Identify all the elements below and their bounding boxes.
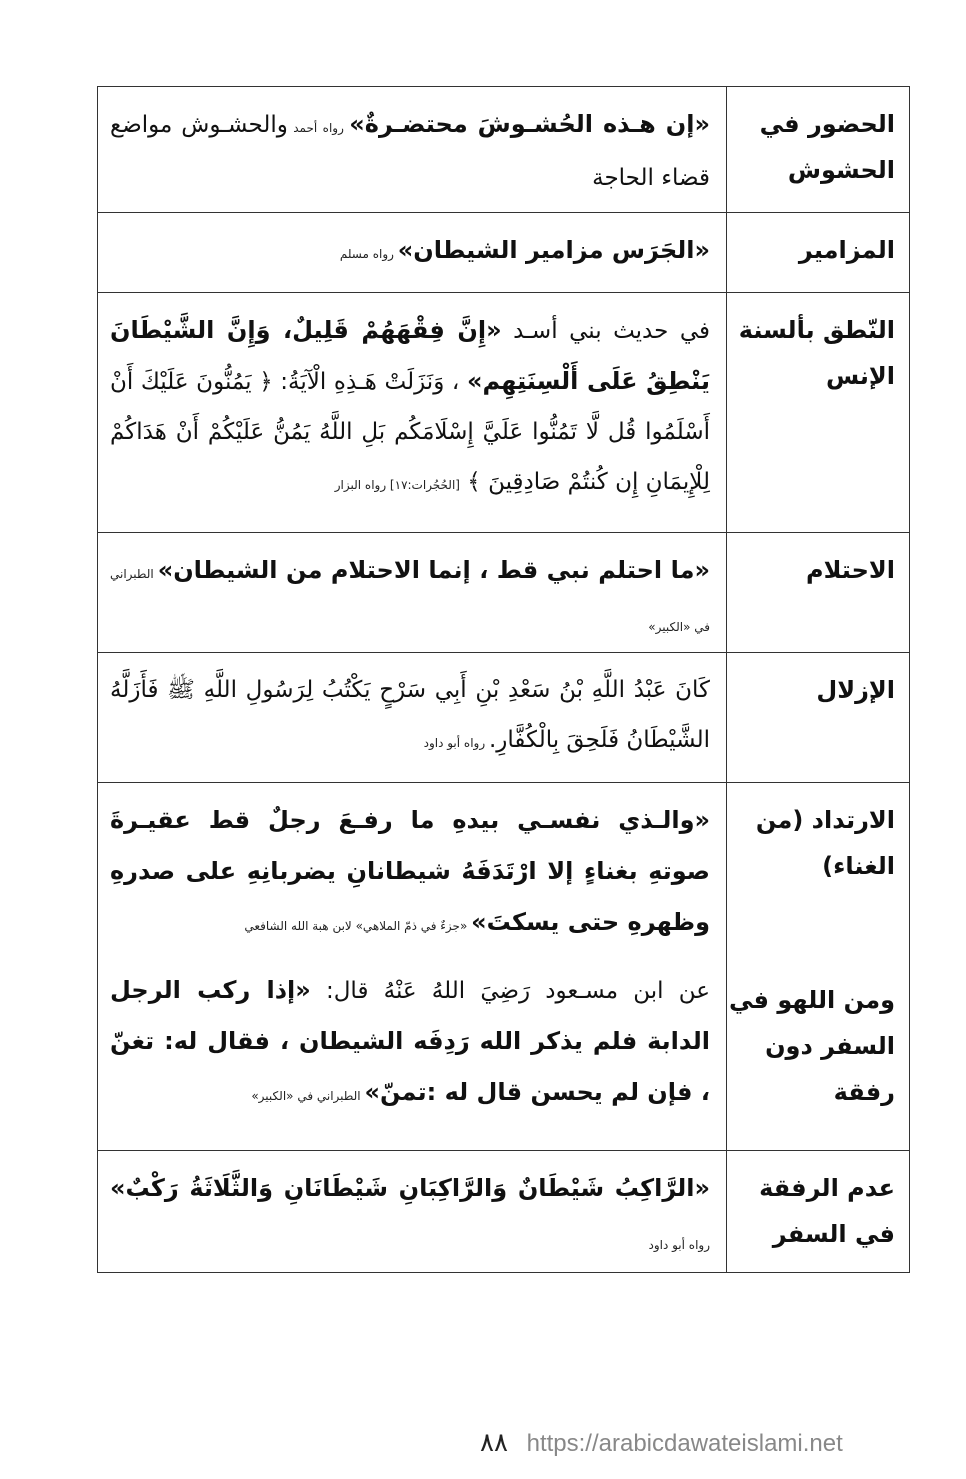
topic-label: الحضور في الحشوش bbox=[759, 110, 895, 184]
content-table bbox=[97, 86, 910, 1273]
topic-cell bbox=[727, 213, 910, 293]
topic-label: عدم الرفقة في السفر bbox=[759, 1174, 895, 1248]
page-footer bbox=[480, 1428, 843, 1458]
table-row bbox=[98, 533, 910, 653]
topic-cell bbox=[727, 533, 910, 653]
evidence-cell bbox=[98, 653, 727, 783]
topic-label: المزامير bbox=[798, 236, 895, 264]
hadith-quote: «الرَّاكِبُ شَيْطَانٌ وَالرَّاكِبَانِ شَيْطَانَانِ وَالثَّلَاثَةُ رَكْبٌ» bbox=[110, 1174, 710, 1202]
table-row bbox=[98, 293, 910, 533]
hadith-quote: «الجَرَس مزامير الشيطان» bbox=[397, 236, 710, 264]
citation: رواه أحمد bbox=[287, 121, 350, 135]
table-row bbox=[98, 653, 910, 783]
evidence-paragraph bbox=[110, 99, 710, 203]
citation: «جزءٌ في ذمّ الملاهي» لابن هبة الله الشافعي bbox=[244, 919, 472, 933]
text: والحشـوش مواضع قضاء الحاجة bbox=[110, 112, 710, 191]
topic-label: الاحتلام bbox=[805, 556, 895, 584]
evidence-paragraph bbox=[110, 305, 710, 510]
citation: الطبراني في «الكبير» bbox=[251, 1089, 365, 1103]
topic-cell bbox=[727, 87, 910, 213]
evidence-paragraph bbox=[110, 965, 710, 1121]
topic-cell bbox=[727, 783, 910, 1151]
topic-cell bbox=[727, 1151, 910, 1273]
topic-label: الارتداد (من الغناء) bbox=[755, 806, 895, 880]
hadith-quote: «إذا ركب الرجل الدابة فلم يذكر الله رَدِفَه الشيطان ، فقال له: تغنّ ، فإن لم يحسن قال له :تمنّ» bbox=[110, 976, 710, 1106]
evidence-cell bbox=[98, 533, 727, 653]
hadith-quote: «والـذي نفسـي بيدهِ ما رفـعَ رجلٌ قط عقيـرةَ صوتهِ بغناءٍ إلا ارْتَدَفَهُ شيطانانِ يضربانِهِ على صدرهِ وظهرهِ حتى يسكتَ» bbox=[110, 806, 710, 936]
evidence-paragraph bbox=[110, 545, 710, 652]
table-row bbox=[98, 1151, 910, 1273]
evidence-cell bbox=[98, 87, 727, 213]
citation: رواه أبو داود bbox=[648, 1238, 710, 1252]
website-url[interactable]: https://arabicdawateislami.net bbox=[526, 1430, 843, 1457]
text: ، وَنَزَلَتْ هَـذِهِ الْآيَةُ: ﴿ يَمُنُّونَ عَلَيْكَ أَنْ أَسْلَمُوا قُل لَّا تَمُنُّوا عَلَيَّ إِسْلَامَكُم بَلِ اللَّهُ يَمُنُّ عَلَيْكُمْ أَنْ هَدَاكُمْ لِلْإِيمَانِ إِن كُنتُمْ صَادِقِينَ ﴾ bbox=[110, 369, 710, 495]
text: كَانَ عَبْدُ اللَّهِ بْنُ سَعْدِ بْنِ أَبِي سَرْحٍ يَكْتُبُ لِرَسُولِ اللَّهِ ﷺ فَأَزَلَّهُ الشَّيْطَانُ فَلَحِقَ بِالْكُفَّارِ. bbox=[110, 677, 710, 753]
topic-label: النّطق بألسنة الإنس bbox=[738, 316, 895, 390]
topic-label: ومن اللهو في السفر دون رفقة bbox=[728, 986, 895, 1106]
evidence-cell bbox=[98, 293, 727, 533]
text: في حديث بني أسـد bbox=[501, 318, 710, 344]
table-row bbox=[98, 213, 910, 293]
evidence-cell bbox=[98, 783, 727, 1151]
table-row bbox=[98, 87, 910, 213]
citation: رواه أبو داود bbox=[423, 736, 489, 750]
page-number: ٨٨ bbox=[480, 1428, 508, 1458]
citation: رواه مسلم bbox=[339, 247, 398, 261]
evidence-paragraph bbox=[110, 1163, 710, 1270]
hadith-quote: «إِنَّ فِقْهَهُمْ قَلِيلٌ، وَإِنَّ الشَّيْطَانَ يَنْطِقُ عَلَى أَلْسِنَتِهِم» bbox=[110, 316, 710, 395]
citation: [الحُجُرات:١٧] رواه البزار bbox=[334, 478, 460, 492]
evidence-paragraph bbox=[110, 795, 710, 951]
evidence-paragraph bbox=[110, 225, 710, 279]
evidence-cell bbox=[98, 213, 727, 293]
table-row bbox=[98, 783, 910, 1151]
evidence-cell bbox=[98, 1151, 727, 1273]
hadith-quote: «إن هـذه الحُشـوشَ محتضـرةٌ» bbox=[349, 110, 710, 138]
table-body bbox=[98, 87, 910, 1273]
evidence-paragraph bbox=[110, 665, 710, 768]
topic-cell bbox=[727, 653, 910, 783]
hadith-quote: «ما احتلم نبي قط ، إنما الاحتلام من الشيطان» bbox=[157, 556, 710, 584]
topic-label: الإزلال bbox=[816, 676, 895, 704]
topic-cell bbox=[727, 293, 910, 533]
citation: الطبراني في «الكبير» bbox=[110, 567, 710, 634]
text: عن ابن مسـعود رَضِيَ اللهُ عَنْهُ قال: bbox=[310, 978, 710, 1004]
